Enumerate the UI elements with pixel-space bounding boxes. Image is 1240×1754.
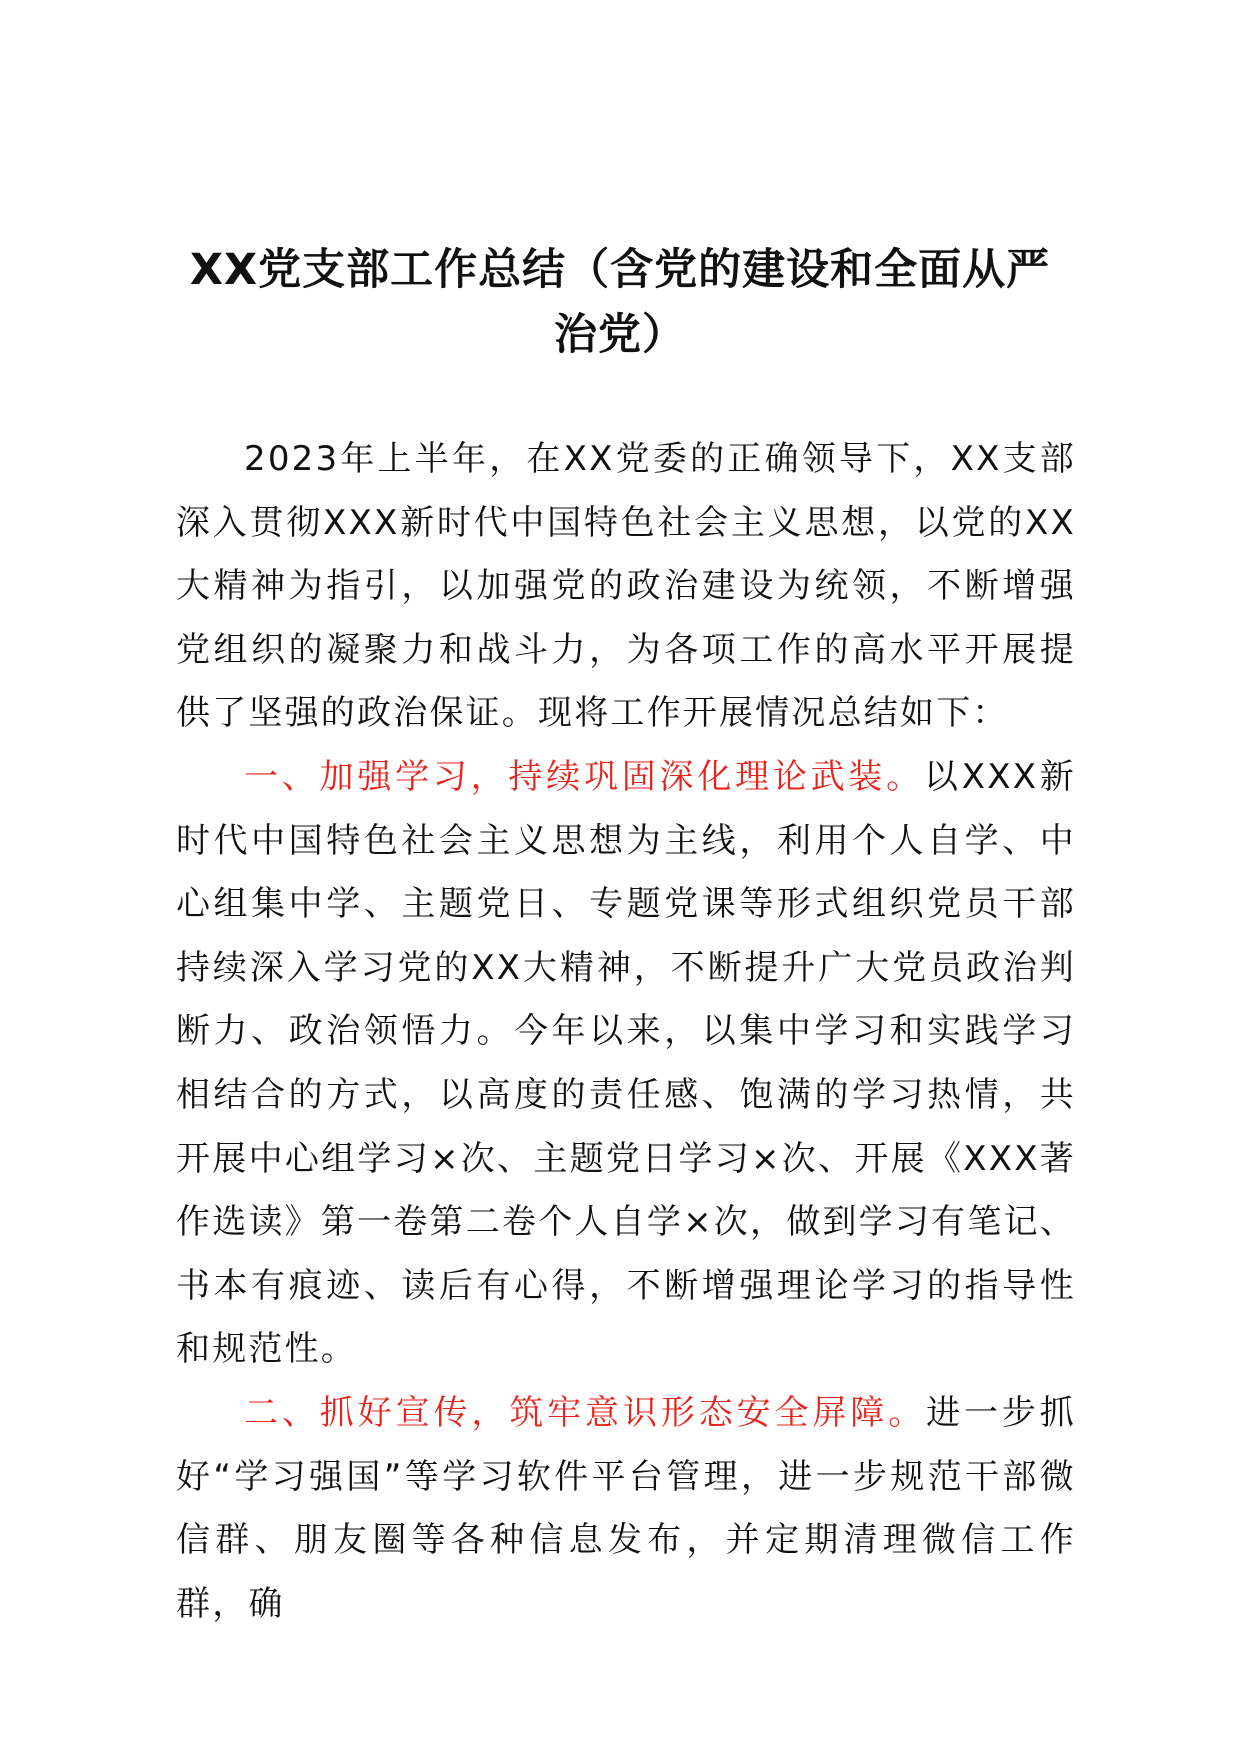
section-2-paragraph [176,1382,1076,1636]
document-body [176,428,1076,1636]
section-1-heading: 一、加强学习，持续巩固深化理论武装。 [244,756,924,797]
intro-paragraph-text: 2023年上半年，在XX党委的正确领导下，XX支部深入贯彻XXX新时代中国特色社会主义思想，以党的XX大精神为指引，以加强党的政治建设为统领，不断增强党组织的凝聚力和战斗力，为各项工作的高水平开展提供了坚强的政治保证。现将工作开展情况总结如下： [176,439,1076,734]
section-2-text: 进一步抓好“学习强国”等学习软件平台管理，进一步规范干部微信群、朋友圈等各种信息发布，并定期清理微信工作群，确 [176,1392,1076,1624]
section-1-text: 以XXX新时代中国特色社会主义思想为主线，利用个人自学、中心组集中学、主题党日、专题党课等形式组织党员干部持续深入学习党的XX大精神，不断提升广大党员政治判断力、政治领悟力。今年以来，以集中学习和实践学习相结合的方式，以高度的责任感、饱满的学习热情，共开展中心组学习×次、主题党日学习×次、开展《XXX著作选读》第一卷第二卷个人自学×次，做到学习有笔记、书本有痕迹、读后有心得，不断增强理论学习的指导性和规范性。 [176,756,1076,1370]
document-title: XX党支部工作总结（含党的建设和全面从严治党） [189,245,1051,360]
intro-paragraph [176,428,1076,746]
section-1-paragraph [176,746,1076,1382]
section-2-heading: 二、抓好宣传，筑牢意识形态安全屏障。 [244,1392,927,1433]
